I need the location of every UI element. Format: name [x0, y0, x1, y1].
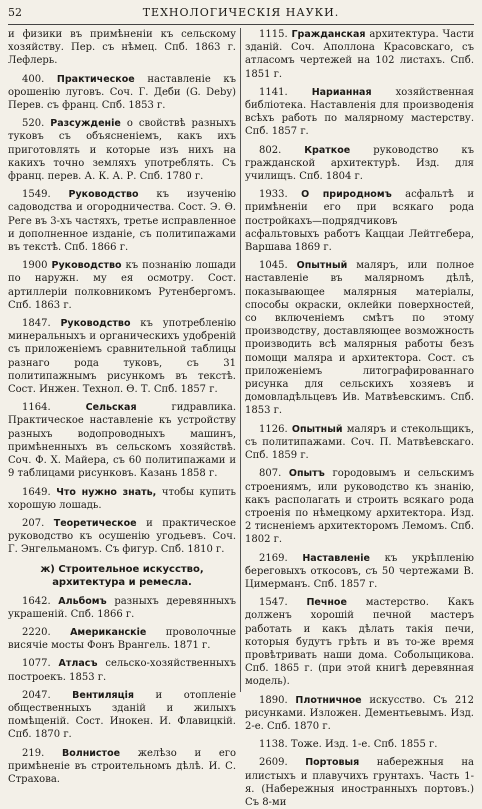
entry-text: и физики въ примѣненіи къ сельскому хозяйству. Пер. съ нѣмец. Спб. 1863 г. Лефлерь.: [8, 29, 236, 67]
entry-title: Теоретическое: [53, 517, 137, 529]
entry-text: къ укрѣпленію береговыхъ откосовъ, съ 50 чертежами В. Цимерманъ. Спб. 1857 г.: [245, 552, 474, 590]
entry-number: 2047.: [22, 689, 51, 701]
entry-title: Опытный: [296, 260, 348, 272]
catalog-entry: [8, 747, 236, 787]
catalog-entry: [8, 689, 236, 742]
catalog-entry: [245, 552, 474, 592]
entry-title: Разсужденіе: [50, 118, 121, 130]
entry-number: 2609.: [259, 757, 288, 769]
catalog-entry: [8, 486, 236, 512]
running-title: ТЕХНОЛОГИЧЕСКІЯ НАУКИ.: [142, 6, 340, 19]
section-heading: ж) Строительное искусство, архитектура и ремесла.: [40, 563, 204, 588]
catalog-entry: [8, 626, 236, 652]
entry-title: Практическое: [56, 73, 135, 85]
catalog-entry: [245, 259, 474, 417]
entry-text: и отопленіе общественныхъ зданій и жилыхъ помѣщеній. Сост. Инокен. И. Флавицкій. Спб. 1870 г.: [8, 689, 237, 741]
entry-number: 1126.: [259, 423, 288, 435]
catalog-entry: [245, 738, 474, 751]
entry-title: Атласъ: [58, 658, 98, 670]
catalog-entry: [8, 73, 236, 113]
entry-title: Наставленіе: [302, 552, 370, 564]
entry-number: 1933.: [259, 189, 288, 201]
entry-title: Американскіе: [70, 626, 147, 638]
entry-title: Опытъ: [288, 468, 325, 480]
catalog-entry: [245, 596, 474, 688]
entry-text: архитектура. Части зданій. Соч. Аполлона Красовскаго, съ атласомъ чертежей на 102 листахъ. Спб. 1851 г.: [245, 29, 474, 80]
catalog-entry: [8, 188, 236, 254]
catalog-entry: [245, 423, 474, 463]
entry-text: желѣзо и его примѣненіе въ строительномъ дѣлѣ. И. С. Страхова.: [8, 747, 236, 785]
entry-text: набережныя на илистыхъ и плавучихъ грунтахъ. Часть 1-я. (Набережныя иностранныхъ портовъ.) Съ 8-ми: [245, 757, 474, 808]
entry-title: Альбомъ: [58, 595, 107, 607]
entry-text: разныхъ деревянныхъ украшеній. Спб. 1866 г.: [8, 595, 237, 620]
entry-title: Краткое: [304, 144, 351, 156]
entry-number: 1847.: [22, 318, 51, 330]
entry-title: Портовыя: [305, 757, 360, 769]
entry-text: къ изученію садоводства и огородничества. Сост. Э. Ө. Реге въ 3-хъ частяхъ, третье исправленное и дополненное изданіе, съ политипажами въ текстѣ. Спб. 1866 г.: [8, 189, 236, 254]
entry-number: 1141.: [259, 86, 288, 98]
entry-number: 400.: [22, 73, 45, 85]
page-header: [8, 6, 474, 25]
entry-number: 1890.: [259, 694, 288, 706]
left-column: [8, 28, 241, 785]
entry-title: Сельская: [85, 402, 137, 414]
entry-title: Вентиляція: [72, 689, 135, 701]
catalog-entry: [245, 28, 474, 81]
entry-number: 802.: [259, 144, 282, 156]
right-column: [241, 28, 475, 808]
entry-title: Руководство: [68, 189, 139, 201]
entry-title: Опытный: [291, 423, 343, 435]
entry-text: городовымъ и сельскимъ строениямъ, или руководство къ знанію, какъ располагать и строить всякаго рода строенія по нѣмецкому архитектора. Изд. 2 тисненіемъ архитекторомъ Лемомъ. Спб. 1802 г.: [245, 468, 474, 546]
entry-number: 1138.: [259, 739, 288, 751]
entry-text: гидравлика. Практическое наставленіе къ устройству разныхъ водопроводныхъ машинъ, примѣненныхъ въ сельскомъ хозяйствѣ. Соч. Ф. Х. Майера, съ 60 политипажами и 9 таблицами рисунковъ. Казань 1858 г.: [8, 402, 236, 480]
catalog-entry: [8, 28, 236, 68]
entry-title: Волнистое: [61, 747, 121, 759]
entry-number: 207.: [22, 517, 45, 529]
entry-number: 807.: [259, 468, 282, 480]
entry-number: 1115.: [259, 29, 288, 40]
entry-text: асфальтѣ и примѣненіи его при всякаго рода постройкахъ—подрядчиковъ асфальтовыхъ работъ Каццаи Лейтгебера, Варшава 1869 г.: [245, 189, 474, 254]
entry-title: Нарианная: [311, 86, 372, 98]
entry-title: Что нужно знать,: [56, 486, 157, 498]
entry-number: 1549.: [22, 189, 51, 201]
entry-number: 1547.: [259, 597, 288, 609]
catalog-entry: [245, 86, 474, 139]
catalog-entry: [8, 317, 236, 396]
entry-number: 1900: [22, 260, 48, 272]
entry-number: 1164.: [22, 402, 51, 414]
entry-title: Руководство: [51, 260, 122, 272]
entry-number: 1642.: [22, 595, 51, 607]
entry-text: искусство. Съ 212 рисунками. Изложен. Дементьевымъ. Изд. 2-е. Спб. 1870 г.: [245, 694, 474, 732]
entry-text: о свойствѣ разныхъ туковъ съ объясненіемъ, какъ ихъ приготовлять и которые изъ нихъ на какихъ точно земляхъ употреблять. Съ франц. перев. А. К. А. Р. Спб. 1780 г.: [8, 118, 236, 183]
entry-text: хозяйственная библіотека. Наставленія для производенія всѣхъ работь по малярному мастерству. Спб. 1857 г.: [245, 86, 474, 138]
entry-text: руководство къ гражданской архитектурѣ. Изд. для училищъ. Спб. 1804 г.: [245, 144, 475, 183]
entry-title: Гражданская: [291, 29, 366, 40]
catalog-entry: [245, 756, 474, 809]
entry-title: Руководство: [60, 318, 131, 330]
entry-text: къ познанію лошади по наружн. му ея осмотру. Сост. артиллеріи полковникомъ Рутенбергомъ. Спб. 1863 г.: [8, 260, 236, 311]
entry-text: маляръ, или полное наставленіе въ малярномъ дѣлѣ, показывающее малярныя матеріалы, способы окраски, оклейки поверхностей, со включеніемъ смѣтъ по этому производству, доставляющее возможность производить всѣ малярныя работы безъ помощи маляра и архитектора. Сост. съ приложеніемъ литографированнаго рисунка для сельскихъ хозяевъ и домовладѣльцевъ Ив. Матвѣевскимъ. Спб. 1853 г.: [245, 260, 474, 417]
entry-number: 520.: [22, 118, 45, 130]
entry-number: 1649.: [22, 486, 51, 498]
catalog-entry: [8, 595, 236, 621]
entry-text: Тоже. Изд. 1-е. Спб. 1855 г.: [290, 739, 438, 751]
catalog-entry: [245, 188, 474, 254]
entry-text: маляръ и стекольщикъ, съ политипажами. Соч. П. Матвѣевскаго. Спб. 1859 г.: [245, 423, 475, 462]
entry-text: сельско-хозяйственныхъ построекъ. 1853 г.: [8, 658, 236, 683]
catalog-entry: [8, 401, 236, 480]
entry-text: проволочные висячіе мосты Фонъ Врангель. 1871 г.: [8, 626, 236, 652]
two-column-body: [8, 28, 475, 808]
entry-title: О природномъ: [301, 189, 392, 201]
catalog-entry: [8, 517, 236, 557]
catalog-entry: [8, 259, 236, 312]
entry-text: мастерство. Какъ долженъ хорошій печной мастеръ работать и какъ дѣлать такія печи, которыя будутъ грѣть и въ то-же время провѣтривать наши дома. Соболыцикова. Спб. 1865 г. (при этой книгѣ деревянная модель).: [245, 597, 474, 688]
entry-text: къ употребленію минеральныхъ и органическихъ удобреній съ приложеніемъ сравнительной таблицы разнаго рода туковъ, съ 31 политипажнымъ рисункомъ въ текстѣ. Сост. Инжен. Технол. Ѳ. Т. Спб. 1857 г.: [8, 318, 236, 396]
entry-number: 2220.: [22, 626, 51, 638]
catalog-entry: [8, 657, 236, 683]
entry-number: 219.: [22, 747, 45, 759]
page-number: 52: [8, 6, 22, 19]
entry-text: чтобы купить хорошую лошадь.: [8, 486, 236, 511]
entry-number: 2169.: [259, 552, 288, 564]
catalog-entry: [8, 117, 236, 183]
entry-text: наставленіе къ орошенію луговъ. Соч. Г. Деби (G. Deby) Перев. съ франц. Спб. 1853 г.: [8, 73, 236, 112]
catalog-entry: [245, 144, 474, 184]
catalog-entry: [245, 467, 474, 546]
entry-title: Печное: [306, 597, 347, 609]
entry-title: Плотничное: [295, 694, 362, 706]
entry-number: 1077.: [22, 658, 51, 670]
entry-number: 1045.: [259, 260, 288, 272]
entry-text: и практическое руководство къ осушенію угодьевъ. Соч. Г. Энгельманомъ. Съ фигур. Спб. 1810 г.: [8, 517, 236, 556]
catalog-entry: [245, 694, 474, 734]
